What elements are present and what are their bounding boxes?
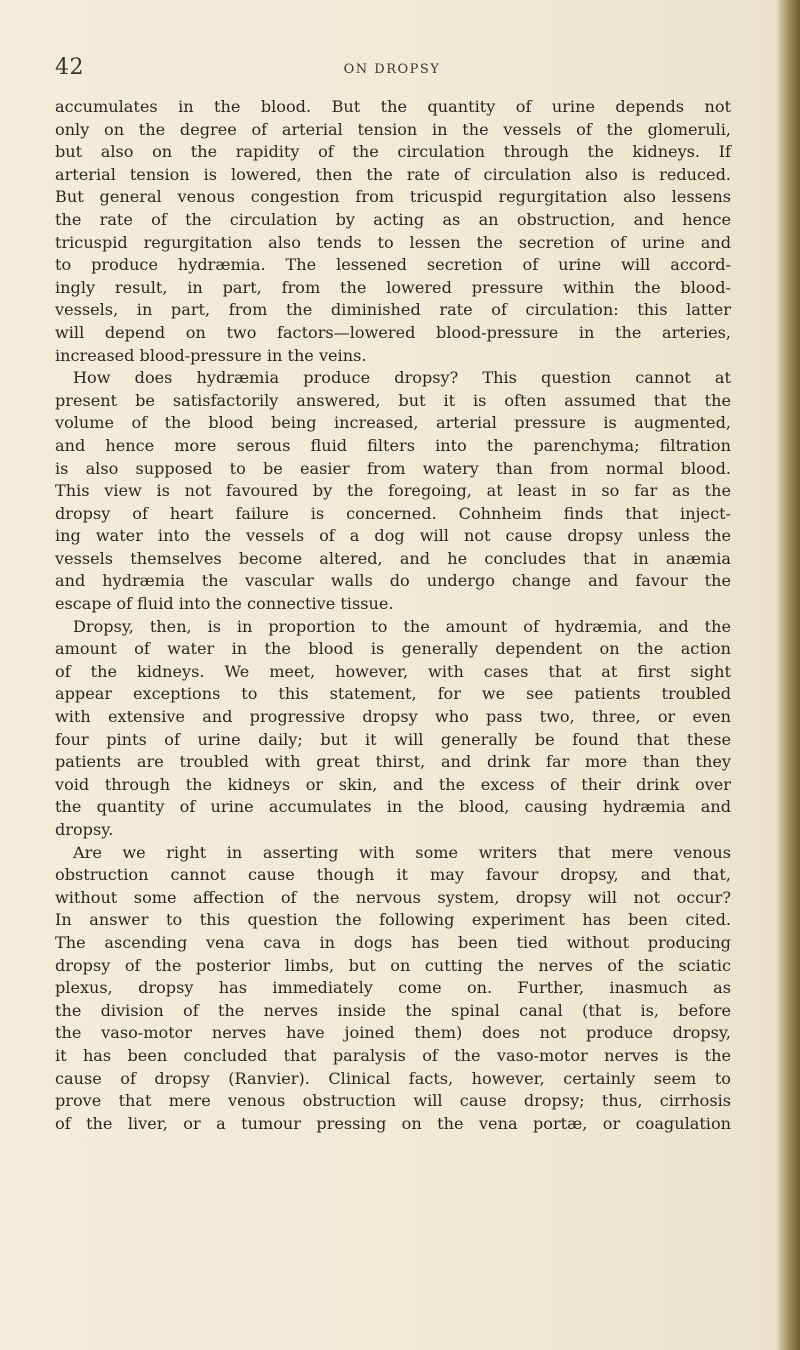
text-line: plexus, dropsy has immediately come on. Further, inasmuch as <box>55 978 731 998</box>
paragraph <box>55 616 731 842</box>
text-line: and hence more serous fluid filters into the parenchyma; filtration <box>55 435 731 455</box>
running-head: ON DROPSY <box>343 62 441 77</box>
text-line: In answer to this question the following experiment has been cited. <box>55 910 731 930</box>
text-line: dropsy. <box>55 820 114 839</box>
text-line: it has been concluded that paralysis of the vaso-motor nerves is the <box>55 1045 731 1065</box>
text-line: Are we right in asserting with some writers that mere venous <box>73 842 731 862</box>
text-line: the rate of the circulation by acting as an obstruction, and hence <box>55 209 731 229</box>
text-line: with extensive and progressive dropsy who pass two, three, or even <box>55 707 731 727</box>
text-line: is also supposed to be easier from watery than from normal blood. <box>55 458 731 478</box>
text-line: Dropsy, then, is in proportion to the amount of hydræmia, and the <box>73 616 731 636</box>
paragraph <box>55 842 731 1136</box>
text-line: tricuspid regurgitation also tends to lessen the secretion of urine and <box>55 232 731 252</box>
text-line: present be satisfactorily answered, but it is often assumed that the <box>55 390 731 410</box>
text-line: the quantity of urine accumulates in the blood, causing hydræmia and <box>55 797 731 817</box>
text-line: but also on the rapidity of the circulation through the kidneys. If <box>55 142 731 162</box>
page-header <box>0 55 784 85</box>
text-line: and hydræmia the vascular walls do undergo change and favour the <box>55 571 731 591</box>
text-line: accumulates in the blood. But the quantity of urine depends not <box>55 97 731 116</box>
text-line: arterial tension is lowered, then the rate of circulation also is reduced. <box>55 164 731 184</box>
text-line: amount of water in the blood is generally dependent on the action <box>55 639 731 659</box>
text-line: dropsy of heart failure is concerned. Cohnheim finds that inject- <box>55 503 731 523</box>
text-line: escape of fluid into the connective tissue. <box>55 594 394 614</box>
text-line: obstruction cannot cause though it may favour dropsy, and that, <box>55 865 731 885</box>
text-line: prove that mere venous obstruction will cause dropsy; thus, cirrhosis <box>55 1091 731 1111</box>
text-line: void through the kidneys or skin, and the excess of their drink over <box>55 774 731 794</box>
text-line: only on the degree of arterial tension in the vessels of the glomeruli, <box>55 119 731 139</box>
text-line: ingly result, in part, from the lowered pressure within the blood- <box>55 277 731 297</box>
text-line: cause of dropsy (Ranvier). Clinical facts, however, certainly seem to <box>55 1068 731 1088</box>
text-line: without some affection of the nervous system, dropsy will not occur? <box>55 887 731 907</box>
text-line: vessels themselves become altered, and he concludes that in anæmia <box>55 548 731 568</box>
text-line: How does hydræmia produce dropsy? This question cannot at <box>73 368 731 388</box>
paragraph <box>55 96 731 367</box>
text-line: of the liver, or a tumour pressing on the vena portæ, or coagulation <box>55 1113 731 1133</box>
text-line: vessels, in part, from the diminished rate of circulation: this latter <box>55 300 731 320</box>
text-line: volume of the blood being increased, arterial pressure is augmented, <box>55 413 731 433</box>
text-line: appear exceptions to this statement, for we see patients troubled <box>55 684 731 704</box>
paragraph <box>55 367 731 616</box>
text-line: four pints of urine daily; but it will generally be found that these <box>55 729 731 749</box>
text-line: But general venous congestion from tricuspid regurgitation also lessens <box>55 187 731 207</box>
text-line: ing water into the vessels of a dog will not cause dropsy unless the <box>55 526 731 546</box>
text-line: The ascending vena cava in dogs has been tied without producing <box>55 932 731 952</box>
text-line: the division of the nerves inside the spinal canal (that is, before <box>55 1000 731 1020</box>
text-line: the vaso-motor nerves have joined them) does not produce dropsy, <box>55 1023 731 1043</box>
page-number: 42 <box>55 55 84 80</box>
text-line: dropsy of the posterior limbs, but on cutting the nerves of the sciatic <box>55 955 731 975</box>
text-line: will depend on two factors—lowered blood-pressure in the arteries, <box>55 322 731 342</box>
text-line: patients are troubled with great thirst, and drink far more than they <box>55 752 731 772</box>
text-line: This view is not favoured by the foregoing, at least in so far as the <box>55 481 731 501</box>
body-text <box>55 96 731 1135</box>
text-line: to produce hydræmia. The lessened secretion of urine will accord- <box>55 255 731 275</box>
text-line: of the kidneys. We meet, however, with cases that at first sight <box>55 661 731 681</box>
text-line: increased blood-pressure in the veins. <box>55 345 367 365</box>
page-edge <box>782 0 800 1350</box>
